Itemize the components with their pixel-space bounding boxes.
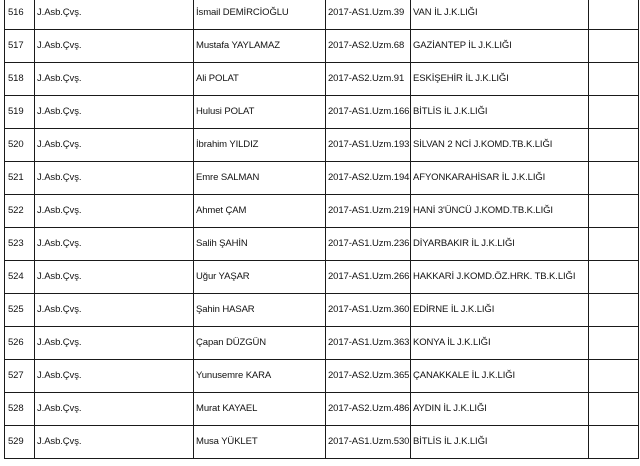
unit-cell: AYDIN İL J.K.LIĞI bbox=[411, 393, 589, 426]
table-row bbox=[5, 96, 639, 129]
row-number: 521 bbox=[5, 162, 35, 195]
code-cell: 2017-AS1.Uzm.363 bbox=[326, 327, 411, 360]
name-cell: Mustafa YAYLAMAZ bbox=[194, 30, 326, 63]
empty-cell bbox=[589, 96, 639, 129]
table-row bbox=[5, 63, 639, 96]
table-row bbox=[5, 294, 639, 327]
table-row bbox=[5, 360, 639, 393]
table-row bbox=[5, 195, 639, 228]
unit-cell: DİYARBAKIR İL J.K.LIĞI bbox=[411, 228, 589, 261]
code-cell: 2017-AS1.Uzm.530 bbox=[326, 426, 411, 459]
code-cell: 2017-AS2.Uzm.486 bbox=[326, 393, 411, 426]
code-cell: 2017-AS1.Uzm.39 bbox=[326, 0, 411, 30]
rank-cell: J.Asb.Çvş. bbox=[35, 393, 194, 426]
name-cell: Uğur YAŞAR bbox=[194, 261, 326, 294]
empty-cell bbox=[589, 195, 639, 228]
unit-cell: BİTLİS İL J.K.LIĞI bbox=[411, 426, 589, 459]
empty-cell bbox=[589, 294, 639, 327]
unit-cell: KONYA İL J.K.LIĞI bbox=[411, 327, 589, 360]
row-number: 526 bbox=[5, 327, 35, 360]
row-number: 529 bbox=[5, 426, 35, 459]
rank-cell: J.Asb.Çvş. bbox=[35, 426, 194, 459]
unit-cell: EDİRNE İL J.K.LIĞI bbox=[411, 294, 589, 327]
empty-cell bbox=[589, 327, 639, 360]
code-cell: 2017-AS2.Uzm.91 bbox=[326, 63, 411, 96]
rank-cell: J.Asb.Çvş. bbox=[35, 228, 194, 261]
rank-cell: J.Asb.Çvş. bbox=[35, 129, 194, 162]
name-cell: Salih ŞAHİN bbox=[194, 228, 326, 261]
code-cell: 2017-AS1.Uzm.266 bbox=[326, 261, 411, 294]
empty-cell bbox=[589, 30, 639, 63]
rank-cell: J.Asb.Çvş. bbox=[35, 0, 194, 30]
name-cell: Ahmet ÇAM bbox=[194, 195, 326, 228]
code-cell: 2017-AS2.Uzm.68 bbox=[326, 30, 411, 63]
rank-cell: J.Asb.Çvş. bbox=[35, 96, 194, 129]
rank-cell: J.Asb.Çvş. bbox=[35, 195, 194, 228]
row-number: 518 bbox=[5, 63, 35, 96]
rank-cell: J.Asb.Çvş. bbox=[35, 162, 194, 195]
name-cell: Emre SALMAN bbox=[194, 162, 326, 195]
unit-cell: HANİ 3'ÜNCÜ J.KOMD.TB.K.LIĞI bbox=[411, 195, 589, 228]
name-cell: Çapan DÜZGÜN bbox=[194, 327, 326, 360]
row-number: 520 bbox=[5, 129, 35, 162]
name-cell: Yunusemre KARA bbox=[194, 360, 326, 393]
table-row bbox=[5, 30, 639, 63]
unit-cell: AFYONKARAHİSAR İL J.K.LIĞI bbox=[411, 162, 589, 195]
table-row bbox=[5, 426, 639, 459]
row-number: 519 bbox=[5, 96, 35, 129]
unit-cell: ESKİŞEHİR İL J.K.LIĞI bbox=[411, 63, 589, 96]
table-row bbox=[5, 327, 639, 360]
table-row bbox=[5, 129, 639, 162]
empty-cell bbox=[589, 393, 639, 426]
row-number: 524 bbox=[5, 261, 35, 294]
rank-cell: J.Asb.Çvş. bbox=[35, 63, 194, 96]
rank-cell: J.Asb.Çvş. bbox=[35, 360, 194, 393]
unit-cell: BİTLİS İL J.K.LIĞI bbox=[411, 96, 589, 129]
table-row bbox=[5, 228, 639, 261]
unit-cell: SİLVAN 2 NCİ J.KOMD.TB.K.LIĞI bbox=[411, 129, 589, 162]
personnel-table bbox=[4, 0, 639, 459]
table-row bbox=[5, 162, 639, 195]
unit-cell: HAKKARİ J.KOMD.ÖZ.HRK. TB.K.LIĞI bbox=[411, 261, 589, 294]
empty-cell bbox=[589, 261, 639, 294]
name-cell: Hulusi POLAT bbox=[194, 96, 326, 129]
rank-cell: J.Asb.Çvş. bbox=[35, 30, 194, 63]
name-cell: Musa YÜKLET bbox=[194, 426, 326, 459]
code-cell: 2017-AS1.Uzm.236 bbox=[326, 228, 411, 261]
empty-cell bbox=[589, 162, 639, 195]
code-cell: 2017-AS1.Uzm.166 bbox=[326, 96, 411, 129]
rank-cell: J.Asb.Çvş. bbox=[35, 294, 194, 327]
unit-cell: ÇANAKKALE İL J.K.LIĞI bbox=[411, 360, 589, 393]
empty-cell bbox=[589, 360, 639, 393]
code-cell: 2017-AS1.Uzm.193 bbox=[326, 129, 411, 162]
code-cell: 2017-AS1.Uzm.360 bbox=[326, 294, 411, 327]
row-number: 522 bbox=[5, 195, 35, 228]
name-cell: Ali POLAT bbox=[194, 63, 326, 96]
row-number: 517 bbox=[5, 30, 35, 63]
row-number: 525 bbox=[5, 294, 35, 327]
rank-cell: J.Asb.Çvş. bbox=[35, 261, 194, 294]
rank-cell: J.Asb.Çvş. bbox=[35, 327, 194, 360]
row-number: 528 bbox=[5, 393, 35, 426]
empty-cell bbox=[589, 0, 639, 30]
unit-cell: GAZİANTEP İL J.K.LIĞI bbox=[411, 30, 589, 63]
empty-cell bbox=[589, 228, 639, 261]
empty-cell bbox=[589, 426, 639, 459]
code-cell: 2017-AS2.Uzm.194 bbox=[326, 162, 411, 195]
table-row bbox=[5, 261, 639, 294]
name-cell: İbrahim YILDIZ bbox=[194, 129, 326, 162]
name-cell: Murat KAYAEL bbox=[194, 393, 326, 426]
row-number: 527 bbox=[5, 360, 35, 393]
unit-cell: VAN İL J.K.LIĞI bbox=[411, 0, 589, 30]
code-cell: 2017-AS1.Uzm.219 bbox=[326, 195, 411, 228]
row-number: 516 bbox=[5, 0, 35, 30]
code-cell: 2017-AS2.Uzm.365 bbox=[326, 360, 411, 393]
name-cell: İsmail DEMİRCİOĞLU bbox=[194, 0, 326, 30]
name-cell: Şahin HASAR bbox=[194, 294, 326, 327]
table-row bbox=[5, 393, 639, 426]
row-number: 523 bbox=[5, 228, 35, 261]
empty-cell bbox=[589, 129, 639, 162]
empty-cell bbox=[589, 63, 639, 96]
table-row bbox=[5, 0, 639, 30]
